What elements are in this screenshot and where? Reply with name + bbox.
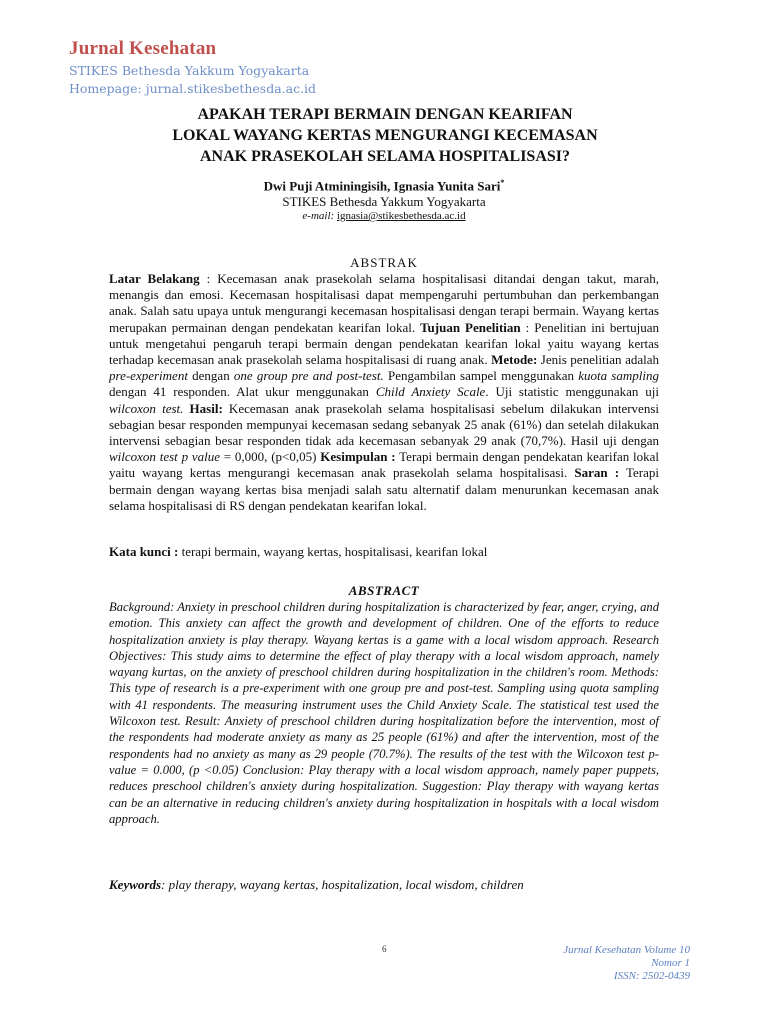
page-number: 6	[382, 944, 387, 954]
paper-title	[60, 104, 710, 167]
abstrak-background-label: Latar Belakang	[109, 271, 200, 286]
abstrak-method-label: Metode:	[491, 352, 538, 368]
abstrak-method-text: dengan 41 responden. Alat ukur menggunakan	[109, 384, 376, 400]
journal-name: Jurnal Kesehatan	[69, 38, 217, 59]
title-line-1: APAKAH TERAPI BERMAIN DENGAN KEARIFAN	[197, 106, 573, 123]
footer-issn: ISSN: 2502-0439	[613, 970, 690, 982]
footer-volume: Jurnal Kesehatan Volume 10	[563, 944, 690, 956]
kata-kunci-text: terapi bermain, wayang kertas, hospitalisasi, kearifan lokal	[178, 544, 488, 559]
abstrak-result-text: = 0,000, (p<0,05)	[220, 449, 321, 465]
abstrak-background-text: : Kecemasan anak prasekolah selama hospitalisasi ditandai dengan takut, marah, menangis dan emosi. Kecemasan hospitalisasi dapat mempengaruhi pertumbuhan dan perkembangan anak. Salah satu upaya untuk mengurangi kecemasan hospitalisasi dengan terapi bermain. Wayang kertas merupakan permainan dengan pendekatan kearifan lokal.	[109, 271, 659, 335]
abstrak-method-term: one group pre and post-test.	[233, 368, 384, 384]
author-email	[0, 210, 768, 222]
title-line-3: ANAK PRASEKOLAH SELAMA HOSPITALISASI?	[200, 148, 570, 165]
abstract-heading: ABSTRACT	[348, 583, 420, 598]
abstrak-conclusion-text: Terapi bermain dengan pendekatan kearifan lokal yaitu wayang kertas mengurangi kecemasan anak prasekolah selama hospitalisasi.	[109, 449, 660, 481]
abstrak-method-text: Pengambilan sampel menggunakan	[383, 368, 579, 384]
journal-institution: STIKES Bethesda Yakkum Yogyakarta	[69, 63, 310, 78]
kata-kunci	[109, 544, 659, 560]
abstrak-suggestion-label: Saran :	[574, 465, 620, 481]
author-affiliation: STIKES Bethesda Yakkum Yogyakarta	[282, 194, 486, 209]
keywords	[109, 877, 659, 893]
footer-number: Nomor 1	[651, 957, 690, 969]
abstract-body: Background: Anxiety in preschool children during hospitalization is characterized by fear, anger, crying, and emotion. This anxiety can affect the growth and development of children. One of the efforts to reduce hospitalization anxiety is play therapy. Wayang kertas is a game with a local wisdom approach. Research Objectives: This study aims to determine the effect of play therapy with a local wisdom approach, namely wayang kurtas, on the anxiety of preschool children during hospitalization in the children's room. Methods: This type of research is a pre-experiment with one group pre and post-test. Sampling using quota sampling with 41 respondents. The measuring instrument uses the Child Anxiety Scale. The statistical test used the Wilcoxon test. Result: Anxiety of preschool children during hospitalization before the intervention, most of the respondents had moderate anxiety as many as 25 people (61%) and after the intervention, most of the respondents had no anxiety as many as 29 people (70.7%). The results of the test with the Wilcoxon test p- value = 0.000, (p <0.05) Conclusion: Play therapy with a local wisdom approach, namely paper puppets, reduces preschool children's anxiety during hospitalization. Suggestion: Play therapy with wayang kertas can be an alternative in reducing children's anxiety during hospitalization in hospitals with a local wisdom approach.	[109, 600, 659, 826]
abstrak-method-text: Jenis penelitian adalah	[537, 352, 659, 368]
abstrak-method-text: . Uji statistic menggunakan uji	[485, 384, 659, 400]
email-link[interactable]: ignasia@stikesbethesda.ac.id	[336, 210, 466, 222]
keywords-label: Keywords	[109, 877, 161, 892]
abstrak-objective-label: Tujuan Penelitian	[420, 319, 521, 335]
abstrak-result-text: Kecemasan anak prasekolah selama hospitalisasi sebelum dilakukan intervensi sebagian besar responden mempunyai kecemasan sedang sebanyak 25 anak (61%) dan setelah dilakukan intervensi sebagian besar responden tidak ada kecemasan sebanyak 29 anak (70,7%). Hasil uji dengan	[109, 400, 659, 449]
abstrak-result-label: Hasil:	[189, 400, 223, 416]
abstrak-method-term: wilcoxon test.	[109, 400, 184, 416]
keywords-text: : play therapy, wayang kertas, hospitalization, local wisdom, children	[161, 877, 524, 892]
abstrak-method-term: kuota sampling	[578, 368, 659, 384]
footer-journal-info	[563, 944, 690, 983]
author-names	[0, 178, 768, 194]
author-list: Dwi Puji Atminingisih, Ignasia Yunita Sari	[263, 178, 501, 194]
corresponding-mark: *	[500, 178, 505, 187]
abstrak-suggestion-text: Terapi bermain dengan wayang kertas bisa menjadi salah satu alternatif dalam menurunkan kecemasan anak selama hospitalisasi di RS dengan pendekatan kearifan lokal.	[109, 465, 660, 513]
abstrak-conclusion-label: Kesimpulan :	[320, 449, 396, 465]
abstrak-method-term: pre-experiment	[109, 368, 188, 384]
abstrak-body	[109, 271, 659, 514]
email-label: e-mail:	[302, 210, 335, 222]
abstrak-result-term: wilcoxon test p value	[109, 449, 221, 465]
abstrak-method-text: dengan	[187, 368, 234, 384]
journal-homepage[interactable]: Homepage: jurnal.stikesbethesda.ac.id	[69, 81, 317, 96]
title-line-2: LOKAL WAYANG KERTAS MENGURANGI KECEMASAN	[172, 127, 598, 144]
abstrak-method-term: Child Anxiety Scale	[375, 384, 486, 400]
abstrak-objective-text: : Penelitian ini bertujuan untuk mengetahui pengaruh terapi bermain dengan pendekatan kearifan lokal yaitu wayang kertas terhadap kecemasan anak prasekolah selama hospitalisasi di ruang anak.	[109, 319, 659, 368]
abstrak-heading: ABSTRAK	[350, 255, 418, 270]
kata-kunci-label: Kata kunci :	[109, 544, 179, 559]
